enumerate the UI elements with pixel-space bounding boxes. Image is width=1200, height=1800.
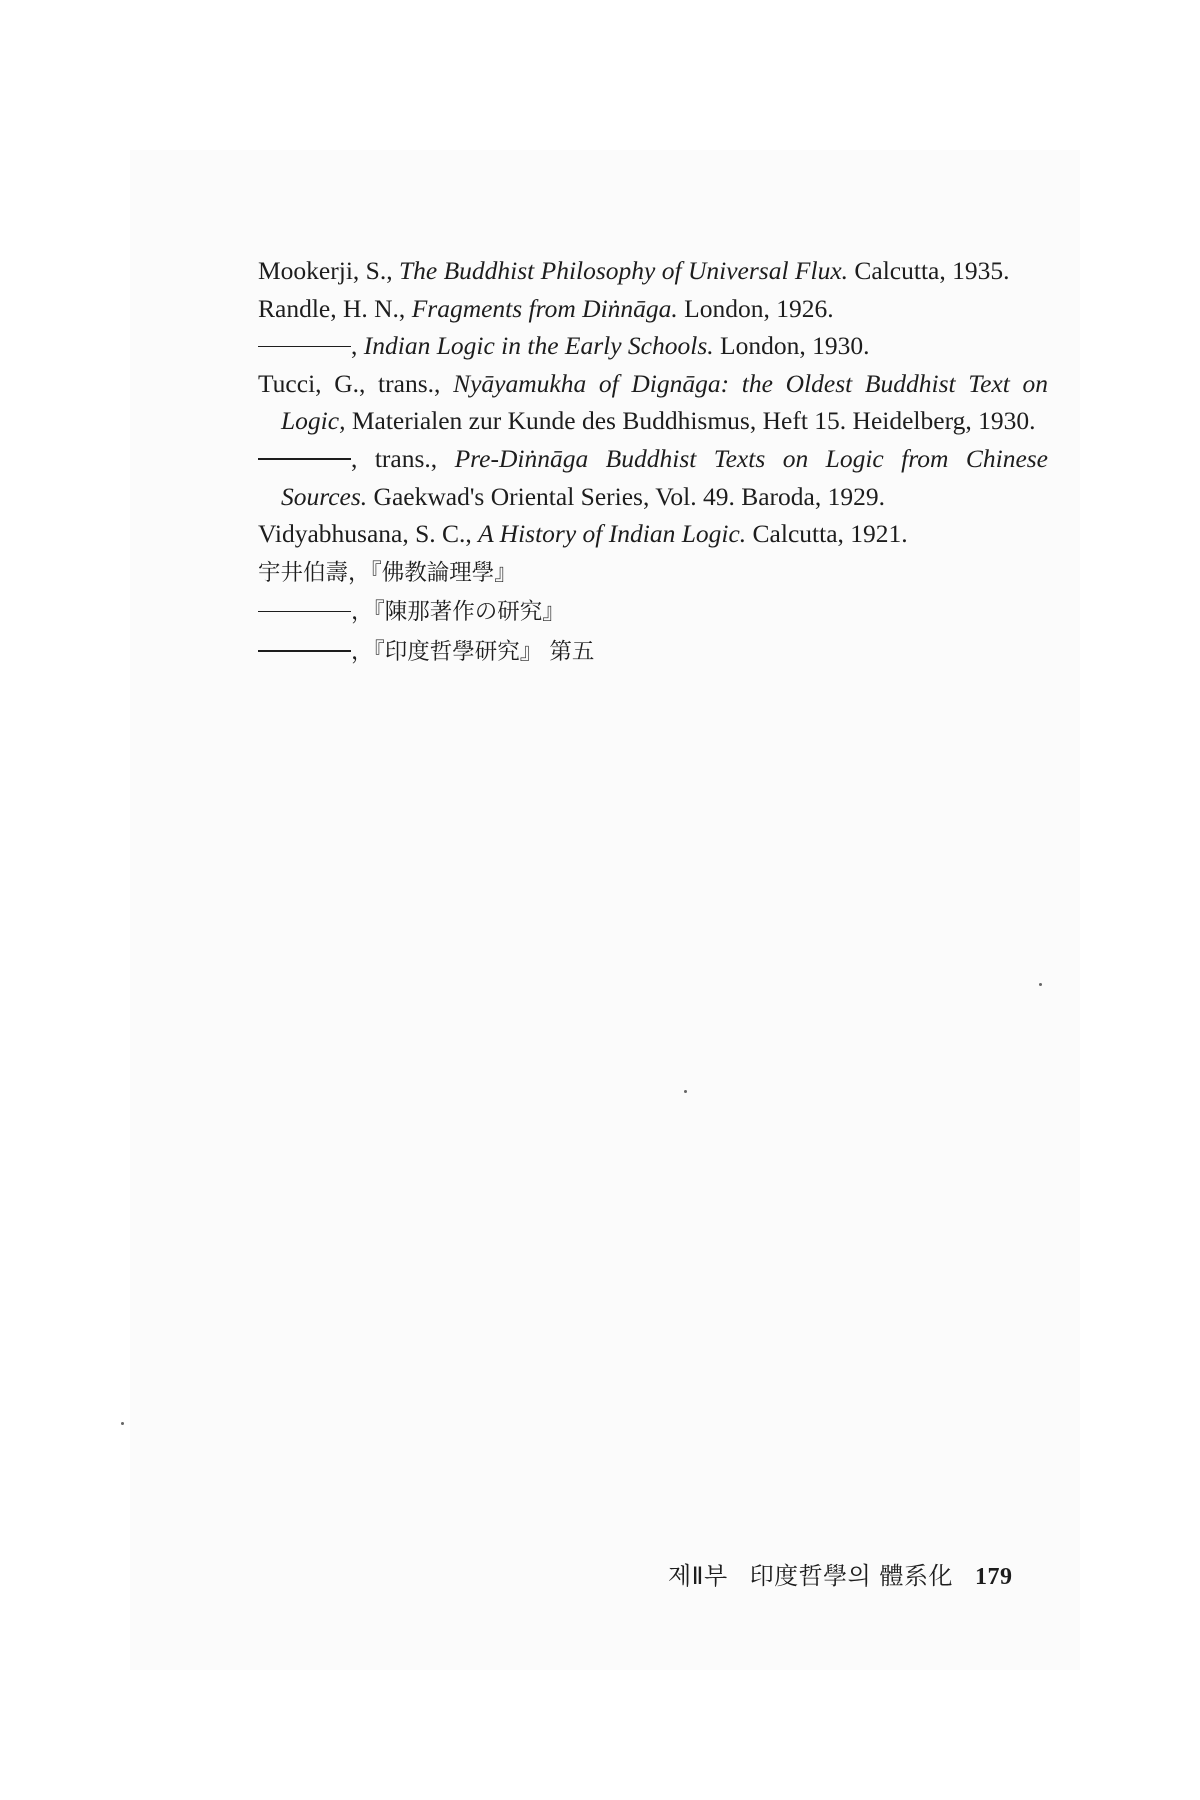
entry-title: Indian Logic in the Early Schools.: [363, 331, 714, 361]
scan-speck: [121, 1422, 124, 1425]
entry-separator: , trans.,: [351, 443, 455, 473]
scan-speck: [684, 1090, 687, 1093]
ditto-dash: [258, 650, 351, 652]
entry-title: 『陳那著作の研究』: [373, 599, 565, 626]
bibliography-entry: [258, 592, 1048, 632]
running-footer: [668, 1556, 1013, 1591]
entry-publication: Calcutta, 1921.: [746, 519, 908, 549]
bibliography-entry: [258, 553, 1048, 593]
bibliography-list: [258, 252, 1048, 672]
entry-publication: London, 1930.: [713, 331, 870, 361]
entry-author: Mookerji, S.,: [258, 256, 399, 285]
bibliography-entry: [258, 515, 1048, 553]
entry-author: Vidyabhusana, S. C.,: [258, 519, 479, 549]
entry-author: Tucci, G., trans.,: [258, 368, 454, 398]
ditto-dash: [258, 611, 351, 613]
bibliography-entry: [258, 440, 1048, 515]
entry-title: 『印度哲學研究』: [373, 638, 543, 665]
entry-publication: Materialen zur Kunde des Buddhismus, Heft 15. Heidelberg, 1930.: [345, 406, 1036, 436]
bibliography-entry: [258, 365, 1048, 440]
bibliography-entry: [258, 290, 1048, 328]
entry-separator: ,: [351, 331, 364, 361]
entry-publication: 第五: [542, 638, 595, 665]
entry-publication: Calcutta, 1935.: [848, 256, 1010, 285]
footer-part: 제Ⅱ부: [668, 1562, 728, 1590]
entry-publication: London, 1926.: [677, 293, 834, 323]
entry-title: Fragments from Diṅnāga.: [411, 293, 678, 323]
entry-separator: ，: [351, 599, 374, 626]
page-number: 179: [975, 1564, 1013, 1590]
bibliography-entry: [258, 327, 1048, 365]
entry-author: 宇井伯壽，: [258, 559, 371, 586]
entry-author: Randle, H. N.,: [258, 293, 412, 323]
entry-title: The Buddhist Philosophy of Universal Flux.: [398, 256, 849, 285]
entry-publication: Gaekwad's Oriental Series, Vol. 49. Baroda, 1929.: [367, 481, 885, 511]
bibliography-entry: [258, 632, 1048, 672]
entry-title: A History of Indian Logic.: [478, 519, 747, 549]
ditto-dash: [258, 458, 351, 460]
scan-speck: [1039, 983, 1042, 986]
footer-section-title: 印度哲學의 體系化: [749, 1562, 953, 1590]
entry-title: 『佛教論理學』: [370, 559, 517, 586]
ditto-dash: [258, 346, 351, 348]
entry-separator: ，: [351, 638, 374, 665]
entry-title: Pre-Diṅnāga Buddhist Texts on Logic from Chinese Sources.: [281, 443, 1048, 511]
bibliography-entry: [258, 252, 1048, 290]
entry-title: Nyāyamukha of Dignāga: the Oldest Buddhist Text on Logic,: [281, 368, 1048, 436]
